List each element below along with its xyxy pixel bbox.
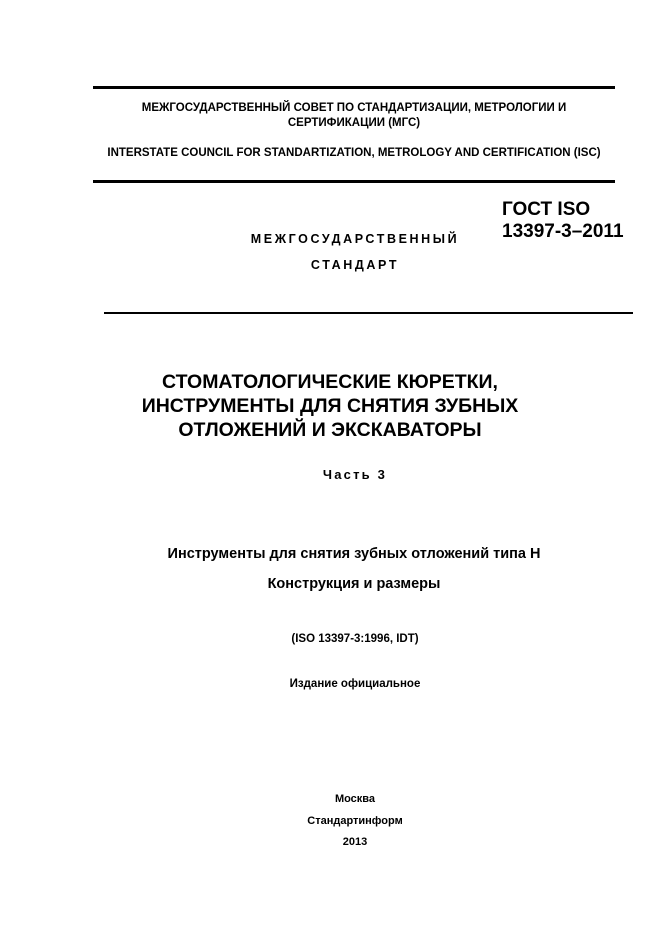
imprint-city: Москва bbox=[334, 793, 376, 805]
standard-type-line1: МЕЖГОСУДАРСТВЕННЫЙ bbox=[250, 232, 460, 246]
standard-code: ГОСТ ISO 13397-3–2011 bbox=[502, 199, 624, 242]
top-rule bbox=[93, 86, 615, 89]
title-block-rule bbox=[104, 312, 633, 314]
iso-reference: (ISO 13397-3:1996, IDT) bbox=[291, 633, 419, 645]
edition-note: Издание официальное bbox=[289, 678, 421, 690]
imprint-year: 2013 bbox=[342, 836, 368, 848]
council-name-en: INTERSTATE COUNCIL FOR STANDARTIZATION, METROLOGY AND CERTIFICATION (ISC) bbox=[107, 147, 601, 159]
part-subtitle: Конструкция и размеры bbox=[267, 576, 441, 592]
document-title: СТОМАТОЛОГИЧЕСКИЕ КЮРЕТКИ, ИНСТРУМЕНТЫ ДЛЯ СНЯТИЯ ЗУБНЫХ ОТЛОЖЕНИЙ И ЭКСКАВАТОРЫ bbox=[141, 371, 519, 441]
standard-type-line2: СТАНДАРТ bbox=[310, 258, 400, 272]
header-bottom-rule bbox=[93, 180, 615, 183]
imprint-publisher: Стандартинформ bbox=[307, 815, 403, 827]
part-number: Часть 3 bbox=[322, 467, 388, 482]
part-title: Инструменты для снятия зубных отложений типа H bbox=[167, 546, 541, 562]
council-name-ru: МЕЖГОСУДАРСТВЕННЫЙ СОВЕТ ПО СТАНДАРТИЗАЦИИ, МЕТРОЛОГИИ И СЕРТИФИКАЦИИ (МГС) bbox=[141, 102, 567, 129]
